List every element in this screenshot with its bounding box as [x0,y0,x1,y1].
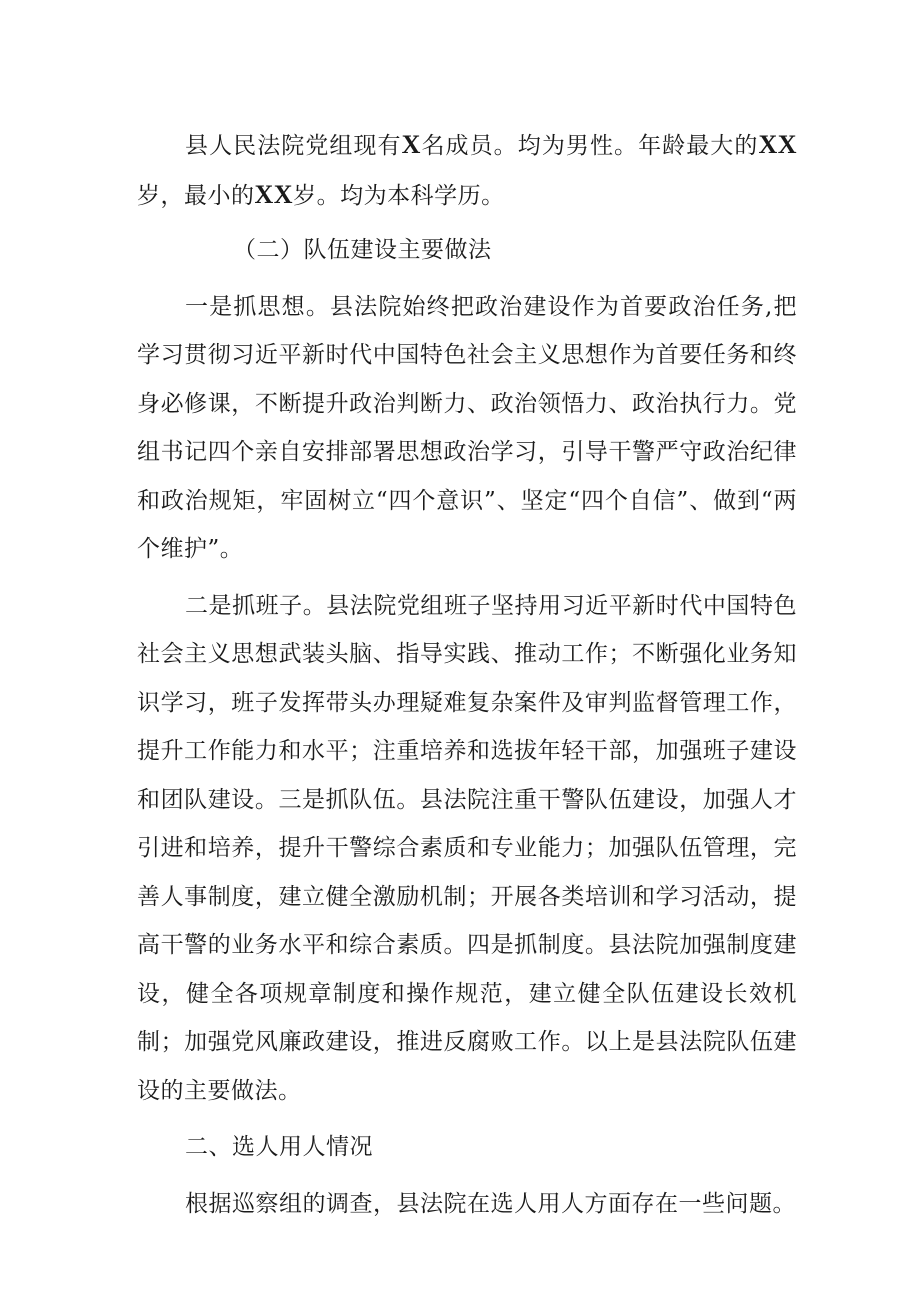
section-heading-personnel-selection: 二、选人用人情况 [185,1134,373,1160]
placeholder-min-age: XX [254,179,294,209]
text-segment: 岁，最小的 [137,182,255,209]
paragraph-members [137,121,797,220]
placeholder-max-age: XX [758,130,798,159]
paragraph-ideology: 一是抓思想。县法院始终把政治建设作为首要政治任务,把学习贯彻习近平新时代中国特色社会主义思想作为首要任务和终身必修课，不断提升政治判断力、政治领悟力、政治执行力。党组书记四个亲自安排部署思想政治学习，引导干警严守政治纪律和政治规矩，牢固树立“四个意识”、坚定“四个自信”、做到“两个维护”。 [137,293,797,562]
text-segment: 名成员。均为男性。年龄最大的 [420,133,759,159]
placeholder-count: X [401,130,421,159]
text-segment: 岁。均为本科学历。 [293,182,505,209]
paragraph-leadership: 二是抓班子。县法院党组班子坚持用习近平新时代中国特色社会主义思想武装头脑、指导实践、推动工作；不断强化业务知识学习，班子发挥带头办理疑难复杂案件及审判监督管理工作，提升工作能力和水平；注重培养和选拔年轻干部，加强班子建设和团队建设。三是抓队伍。县法院注重干警队伍建设，加强人才引进和培养，提升干警综合素质和专业能力；加强队伍管理，完善人事制度，建立健全激励机制；开展各类培训和学习活动，提高干警的业务水平和综合素质。四是抓制度。县法院加强制度建设，健全各项规章制度和操作规范，建立健全队伍建设长效机制；加强党风廉政建设，推进反腐败工作。以上是县法院队伍建设的主要做法。 [137,592,797,1104]
text-segment: 县人民法院党组现有 [185,133,402,159]
document-page [137,121,797,1228]
section-heading-team-building: （二）队伍建设主要做法 [233,237,492,263]
paragraph-personnel-selection: 根据巡察组的调查，县法院在选人用人方面存在一些问题。 [185,1190,796,1217]
